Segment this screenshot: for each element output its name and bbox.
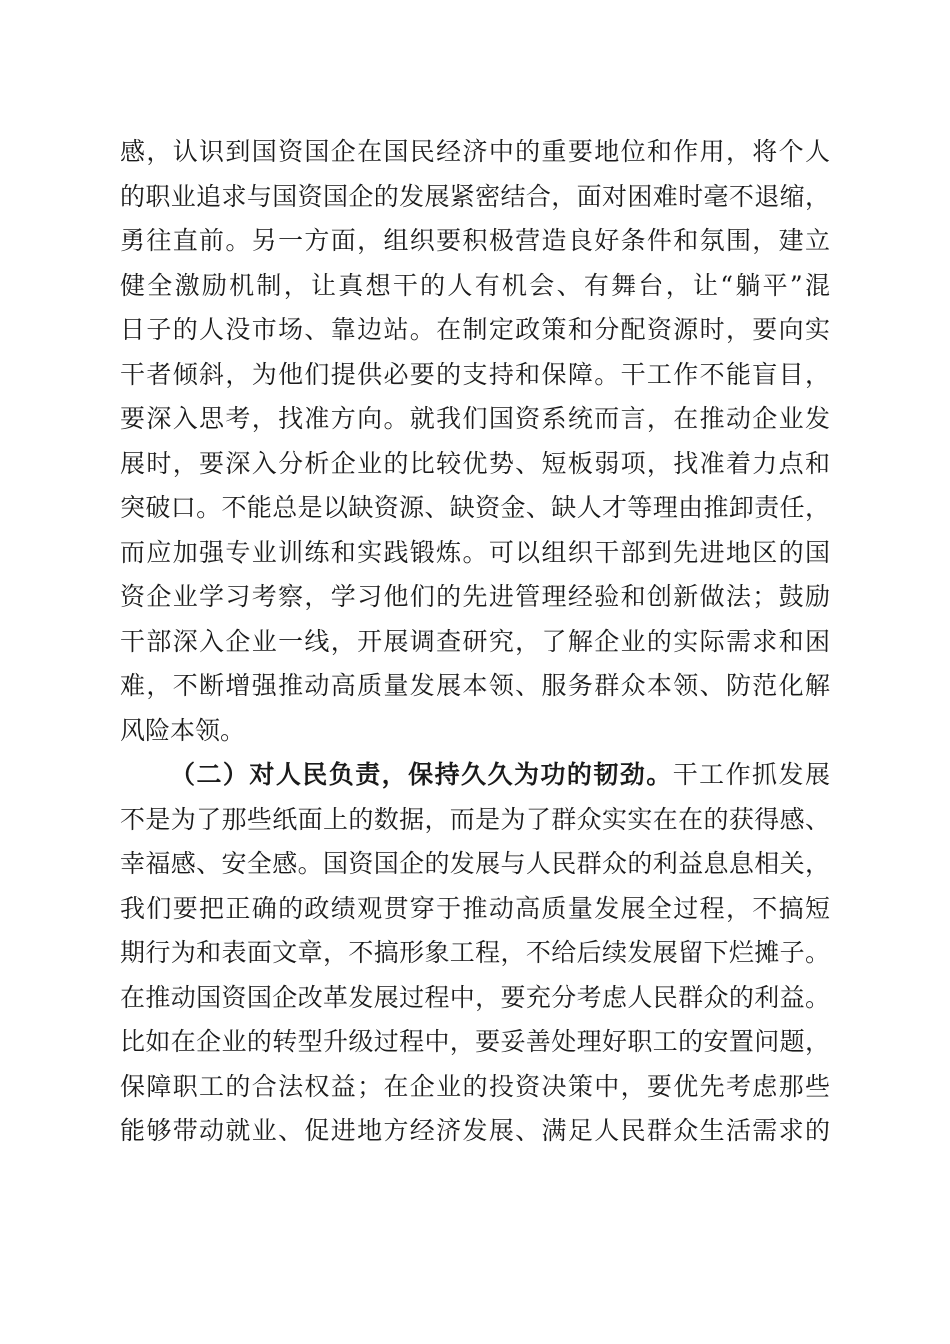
text-line: 健全激励机制，让真想干的人有机会、有舞台，让“躺平”混 [120,270,830,300]
text-line: 日子的人没市场、靠边站。在制定政策和分配资源时，要向实 [120,315,830,344]
text-line: 而应加强专业训练和实践锻炼。可以组织干部到先进地区的国 [120,537,830,567]
text-line: 比如在企业的转型升级过程中，要妥善处理好职工的安置问题， [120,1027,830,1056]
text-line: 干部深入企业一线，开展调查研究，了解企业的实际需求和困 [120,626,830,656]
text-line: 我们要把正确的政绩观贯穿于推动高质量发展全过程，不搞短 [120,893,830,923]
text-line: 期行为和表面文章，不搞形象工程，不给后续发展留下烂摊子。 [120,938,830,967]
text-line: 保障职工的合法权益；在企业的投资决策中，要优先考虑那些 [120,1071,830,1101]
text-line: 风险本领。 [120,715,246,745]
paragraph-2 [120,753,830,1154]
text-line: 勇往直前。另一方面，组织要积极营造良好条件和氛围，建立 [120,226,830,255]
document-body [120,130,830,1154]
text-line: 要深入思考，找准方向。就我们国资系统而言，在推动企业发 [120,404,830,433]
text-line: 感，认识到国资国企在国民经济中的重要地位和作用，将个人 [120,137,830,166]
section-first-line [120,753,830,798]
text-line: 幸福感、安全感。国资国企的发展与人民群众的利益息息相关， [120,849,830,878]
text-line: 不是为了那些纸面上的数据，而是为了群众实实在在的获得感、 [120,804,830,834]
text-line: 难，不断增强推动高质量发展本领、服务群众本领、防范化解 [120,671,830,700]
text-line: 的职业追求与国资国企的发展紧密结合，面对困难时毫不退缩， [120,181,830,211]
text-line: 能够带动就业、促进地方经济发展、满足人民群众生活需求的 [120,1116,830,1145]
text-line: 展时，要深入分析企业的比较优势、短板弱项，找准着力点和 [120,448,830,478]
section-heading-rest: 干工作抓发展 [672,760,830,789]
text-line: 干者倾斜，为他们提供必要的支持和保障。干工作不能盲目， [120,359,830,389]
section-heading: （二）对人民负责，保持久久为功的韧劲。 [170,760,673,789]
text-line: 突破口。不能总是以缺资源、缺资金、缺人才等理由推卸责任， [120,493,830,522]
paragraph-1 [120,130,830,753]
text-line: 在推动国资国企改革发展过程中，要充分考虑人民群众的利益。 [120,982,830,1012]
text-line: 资企业学习考察，学习他们的先进管理经验和创新做法；鼓励 [120,582,830,611]
